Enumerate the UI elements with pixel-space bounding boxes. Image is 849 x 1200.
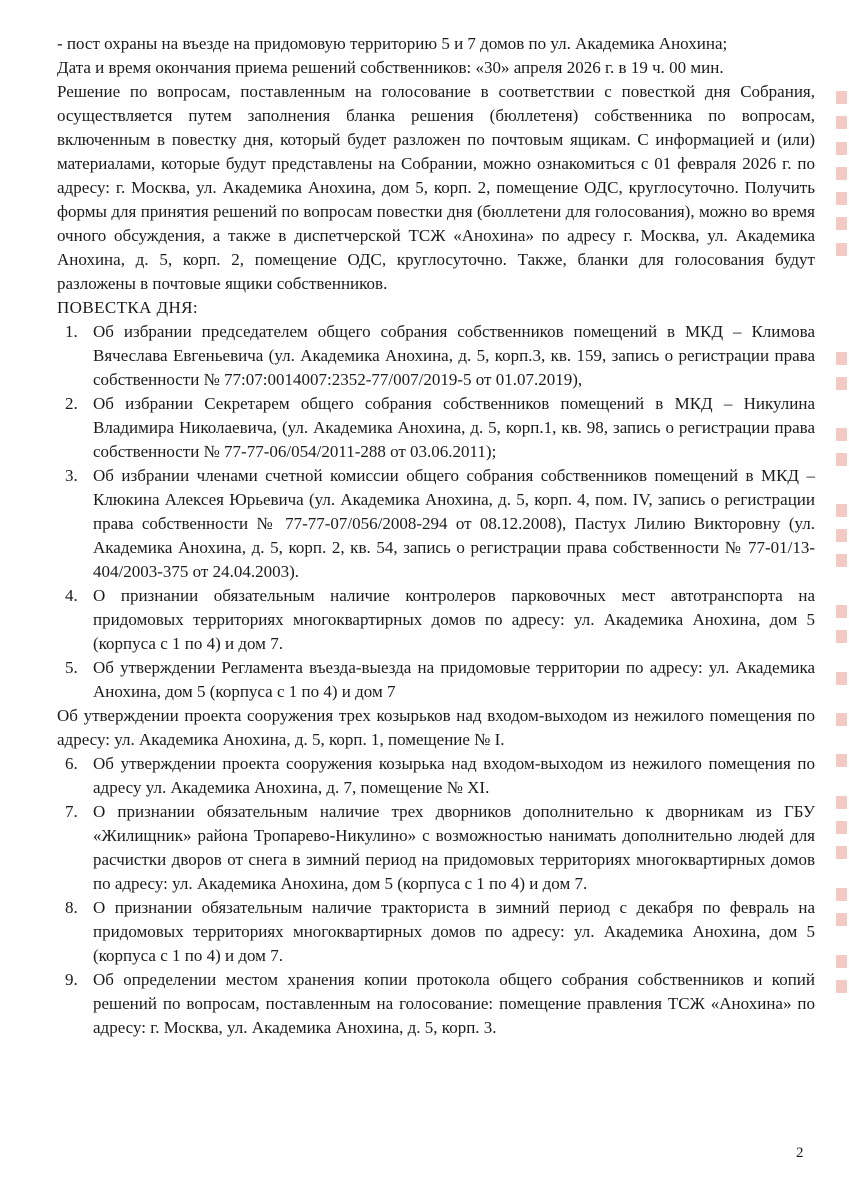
revision-mark — [836, 142, 847, 155]
agenda-title: ПОВЕСТКА ДНЯ: — [57, 298, 199, 317]
agenda-item-text: О признании обязательным наличие тракториста в зимний период с декабря по февраль на придомовых территориях многоквартирных домов по адресу: ул. Академика Анохина, дом 5 (корпуса с 1 по 4) и дом 7. — [93, 898, 815, 965]
agenda-item — [57, 704, 815, 752]
agenda-item-text: О признании обязательным наличие контролеров парковочных мест автотранспорта на придомовых территориях многоквартирных домов по адресу: ул. Академика Анохина, дом 5 (корпуса с 1 по 4) и дом 7. — [93, 586, 815, 653]
agenda-item — [57, 392, 815, 464]
revision-mark — [836, 980, 847, 993]
revision-mark — [836, 243, 847, 256]
agenda-item-text: О признании обязательным наличие трех дворников дополнительно к дворникам из ГБУ «Жилищник» района Тропарево-Никулино» с возможностью нанимать дополнительно людей для расчистки дворов от снега в зимний период на придомовых территориях многоквартирных домов по адресу: ул. Академика Анохина, дом 5 (корпуса с 1 по 4) и дом 7. — [93, 802, 815, 893]
intro-line-guard-post: - пост охраны на въезде на придомовую территорию 5 и 7 домов по ул. Академика Анохина; — [57, 34, 728, 53]
revision-mark — [836, 554, 847, 567]
intro-line-deadline: Дата и время окончания приема решений собственников: «30» апреля 2026 г. в 19 ч. 00 мин. — [57, 58, 724, 77]
revision-mark — [836, 116, 847, 129]
agenda-item-number: 4. — [65, 586, 78, 605]
revision-mark — [836, 192, 847, 205]
agenda-item — [57, 800, 815, 896]
agenda-item-number: 1. — [65, 322, 78, 341]
agenda-item — [57, 968, 815, 1040]
revision-mark — [836, 504, 847, 517]
revision-mark — [836, 672, 847, 685]
agenda-item-number: 3. — [65, 466, 78, 485]
agenda-item-number: 7. — [65, 802, 78, 821]
revision-mark — [836, 913, 847, 926]
revision-mark — [836, 888, 847, 901]
agenda-item — [57, 656, 815, 704]
revision-mark — [836, 352, 847, 365]
revision-mark — [836, 713, 847, 726]
revision-mark — [836, 821, 847, 834]
revision-mark — [836, 91, 847, 104]
agenda-item — [57, 896, 815, 968]
document-body — [57, 32, 815, 1040]
page-number: 2 — [796, 1145, 804, 1161]
agenda-item — [57, 464, 815, 584]
revision-mark — [836, 453, 847, 466]
agenda-item — [57, 584, 815, 656]
agenda-item — [57, 320, 815, 392]
agenda-item-text: Об определении местом хранения копии протокола общего собрания собственников и копий решений по вопросам, поставленным на голосование: помещение правления ТСЖ «Анохина» по адресу: г. Москва, ул. Академика Анохина, д. 5, корп. 3. — [93, 970, 815, 1037]
intro-paragraph-voting-procedure: Решение по вопросам, поставленным на голосование в соответствии с повесткой дня Собрания, осуществляется путем заполнения бланка решения (бюллетеня) собственника по вопросам, включенным в повестку дня, который будет разложен по почтовым ящикам. С информацией и (или) материалами, которые будут представлены на Собрании, можно ознакомиться с 01 февраля 2026 г. по адресу: г. Москва, ул. Академика Анохина, дом 5, корп. 2, помещение ОДС, круглосуточно. Получить формы для принятия решений по вопросам повестки дня (бюллетени для голосования), можно во время очного обсуждения, а также в диспетчерской ТСЖ «Анохина» по адресу г. Москва, ул. Академика Анохина, д. 5, корп. 2, помещение ОДС, круглосуточно. Также, бланки для голосования будут разложены в почтовые ящики собственников. — [57, 82, 815, 293]
revision-mark — [836, 754, 847, 767]
revision-mark — [836, 167, 847, 180]
revision-mark — [836, 377, 847, 390]
agenda-item — [57, 752, 815, 800]
revision-mark — [836, 955, 847, 968]
agenda-item-number: 8. — [65, 898, 78, 917]
agenda-list — [57, 320, 815, 1040]
agenda-item-number: 2. — [65, 394, 78, 413]
revision-mark — [836, 846, 847, 859]
revision-mark — [836, 796, 847, 809]
revision-mark — [836, 630, 847, 643]
agenda-item-text: Об утверждении Регламента въезда-выезда на придомовые территории по адресу: ул. Академика Анохина, дом 5 (корпуса с 1 по 4) и дом 7 — [93, 658, 815, 701]
revision-mark — [836, 529, 847, 542]
revision-mark — [836, 217, 847, 230]
agenda-item-number: 5. — [65, 658, 78, 677]
agenda-item-text: Об избрании членами счетной комиссии общего собрания собственников помещений в МКД – Клюкина Алексея Юрьевича (ул. Академика Анохина, д. 5, корп. 4, пом. IV, запись о регистрации права собственности № 77-77-07/056/2008-294 от 08.12.2008), Пастух Лилию Викторовну (ул. Академика Анохина, д. 5, корп. 2, кв. 54, запись о регистрации права собственности № 77-01/13-404/2003-375 от 24.04.2003). — [93, 466, 815, 581]
agenda-item-text: Об утверждении проекта сооружения козырька над входом-выходом из нежилого помещения по адресу ул. Академика Анохина, д. 7, помещение № XI. — [93, 754, 815, 797]
revision-mark — [836, 605, 847, 618]
agenda-item-number: 9. — [65, 970, 78, 989]
agenda-item-text: Об утверждении проекта сооружения трех козырьков над входом-выходом из нежилого помещения по адресу: ул. Академика Анохина, д. 5, корп. 1, помещение № I. — [57, 706, 815, 749]
revision-mark — [836, 428, 847, 441]
agenda-item-text: Об избрании Секретарем общего собрания собственников помещений в МКД – Никулина Владимира Николаевича, (ул. Академика Анохина, д. 5, корп.1, кв. 98, запись о регистрации права собственности № 77-77-06/054/2011-288 от 03.06.2011); — [93, 394, 815, 461]
agenda-item-text: Об избрании председателем общего собрания собственников помещений в МКД – Климова Вячеслава Евгеньевича (ул. Академика Анохина, д. 5, корп.3, кв. 159, запись о регистрации права собственности № 77:07:0014007:2352-77/007/2019-5 от 01.07.2019), — [93, 322, 815, 389]
agenda-item-number: 6. — [65, 754, 78, 773]
